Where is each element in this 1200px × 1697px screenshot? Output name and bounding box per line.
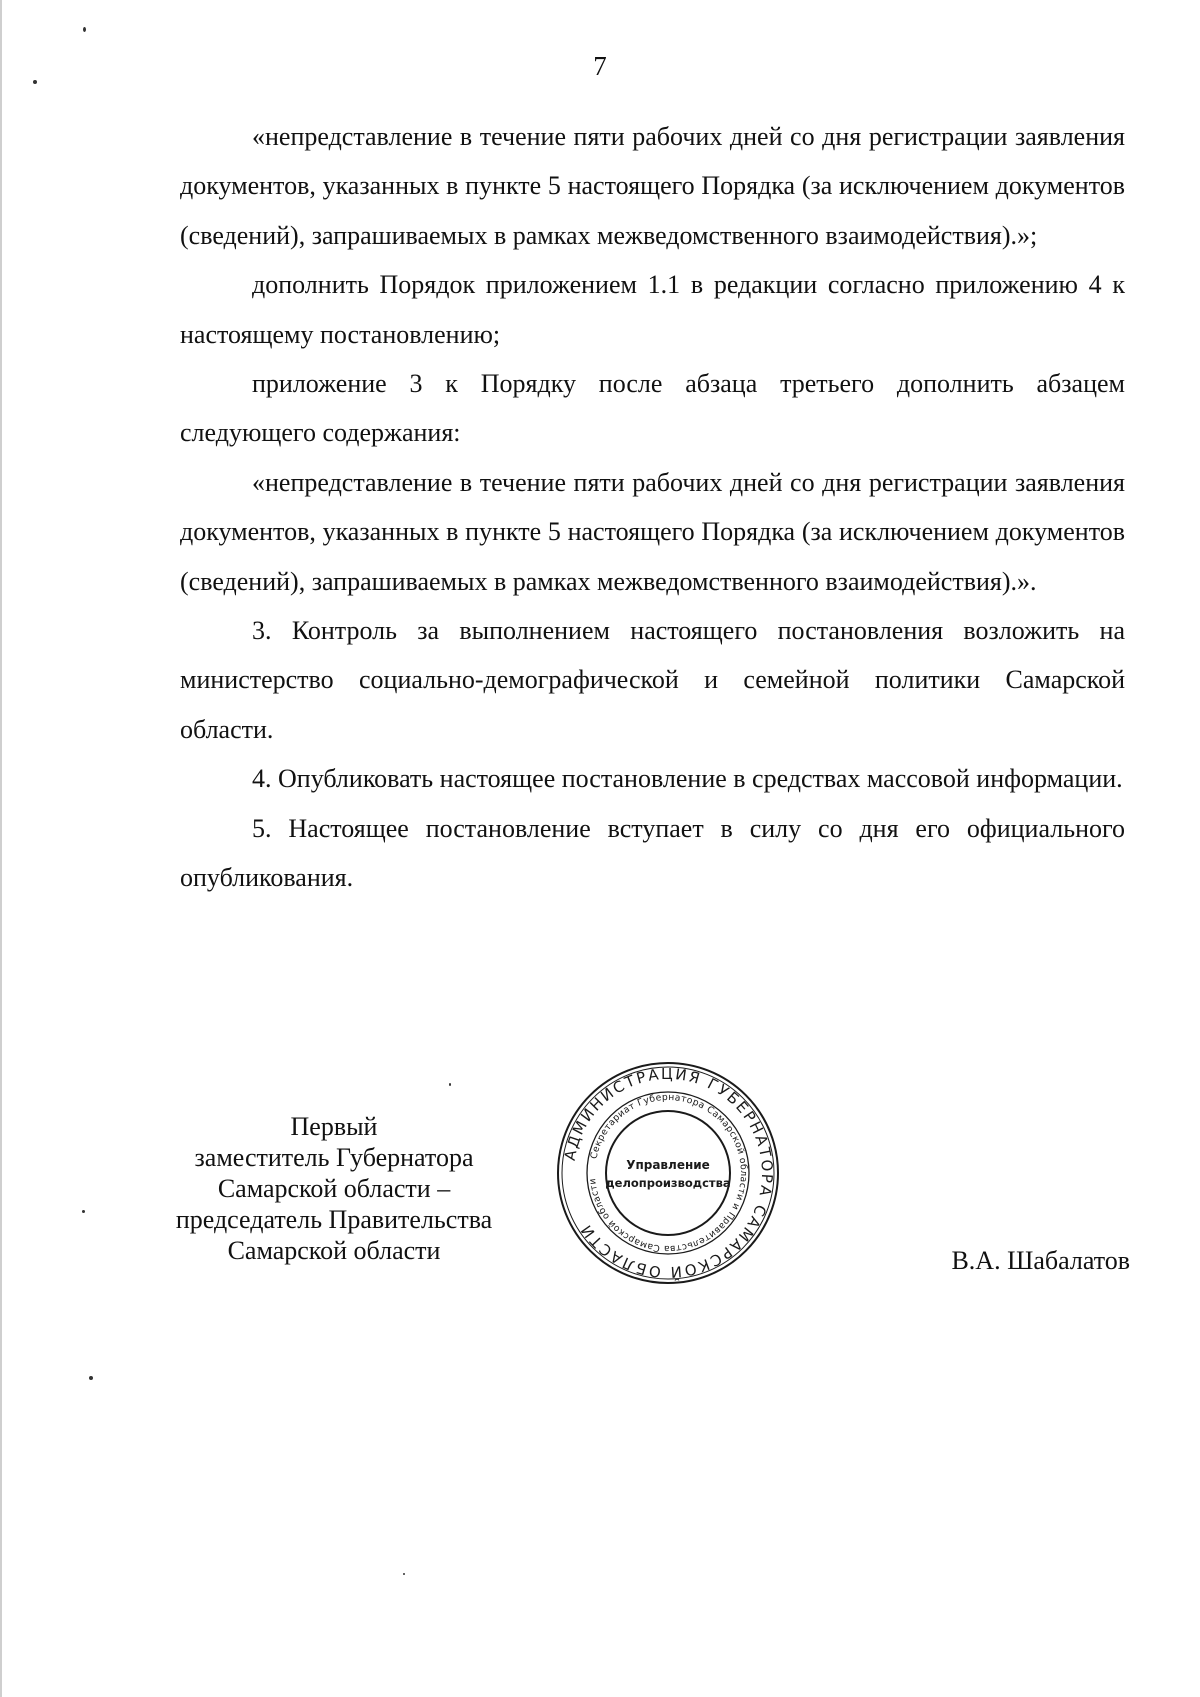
- paragraph: «непредставление в течение пяти рабочих дней со дня регистрации заявления документов, указанных в пункте 5 настоящего Порядка (за исключением документов (сведений), запрашиваемых в рамках межведомственного взаимодействия).».: [180, 467, 1125, 596]
- paragraph: «непредставление в течение пяти рабочих дней со дня регистрации заявления документов, указанных в пункте 5 настоящего Порядка (за исключением документов (сведений), запрашиваемых в рамках межведомственного взаимодействия).»;: [180, 122, 1125, 250]
- seal-inner-text: Секретариат Губернатора Самарской области и Правительства Самарской области: [587, 1091, 750, 1255]
- signatory-name: В.А. Шабалатов: [951, 1246, 1130, 1275]
- signatory-position-line: Самарской области –: [217, 1174, 451, 1203]
- scan-speck: [83, 27, 86, 32]
- scan-speck: [82, 1210, 85, 1213]
- scan-speck: [89, 1376, 93, 1380]
- seal-center-text: делопроизводства: [605, 1176, 731, 1190]
- signatory-position-line: председатель Правительства: [175, 1205, 493, 1234]
- scan-left-edge: [0, 0, 2, 1697]
- signatory-position-line: заместитель Губернатора: [194, 1143, 474, 1172]
- scan-speck: [449, 1083, 451, 1086]
- signatory-position: [155, 1111, 513, 1266]
- paragraph: дополнить Порядок приложением 1.1 в редакции согласно приложению 4 к настоящему постановлению;: [180, 270, 1125, 349]
- scan-speck: [403, 1573, 405, 1575]
- seal-center-text: Управление: [626, 1158, 710, 1172]
- page-number: 7: [593, 51, 607, 81]
- paragraph: приложение 3 к Порядку после абзаца третьего дополнить абзацем следующего содержания:: [180, 369, 1125, 448]
- seal-outer-text: АДМИНИСТРАЦИЯ ГУБЕРНАТОРА САМАРСКОЙ ОБЛАСТИ: [560, 1064, 777, 1282]
- paragraph: 4. Опубликовать настоящее постановление в средствах массовой информации.: [252, 764, 1123, 794]
- body-text: [180, 112, 1125, 903]
- signatory-position-line: Самарской области: [227, 1236, 441, 1265]
- paragraph: 5. Настоящее постановление вступает в силу со дня его официального опубликования.: [180, 813, 1125, 893]
- paragraph: 3. Контроль за выполнением настоящего постановления возложить на министерство социально-демографической и семейной политики Самарской области.: [180, 616, 1125, 744]
- official-seal-stamp: [553, 1058, 783, 1288]
- signatory-position-line: Первый: [290, 1112, 378, 1141]
